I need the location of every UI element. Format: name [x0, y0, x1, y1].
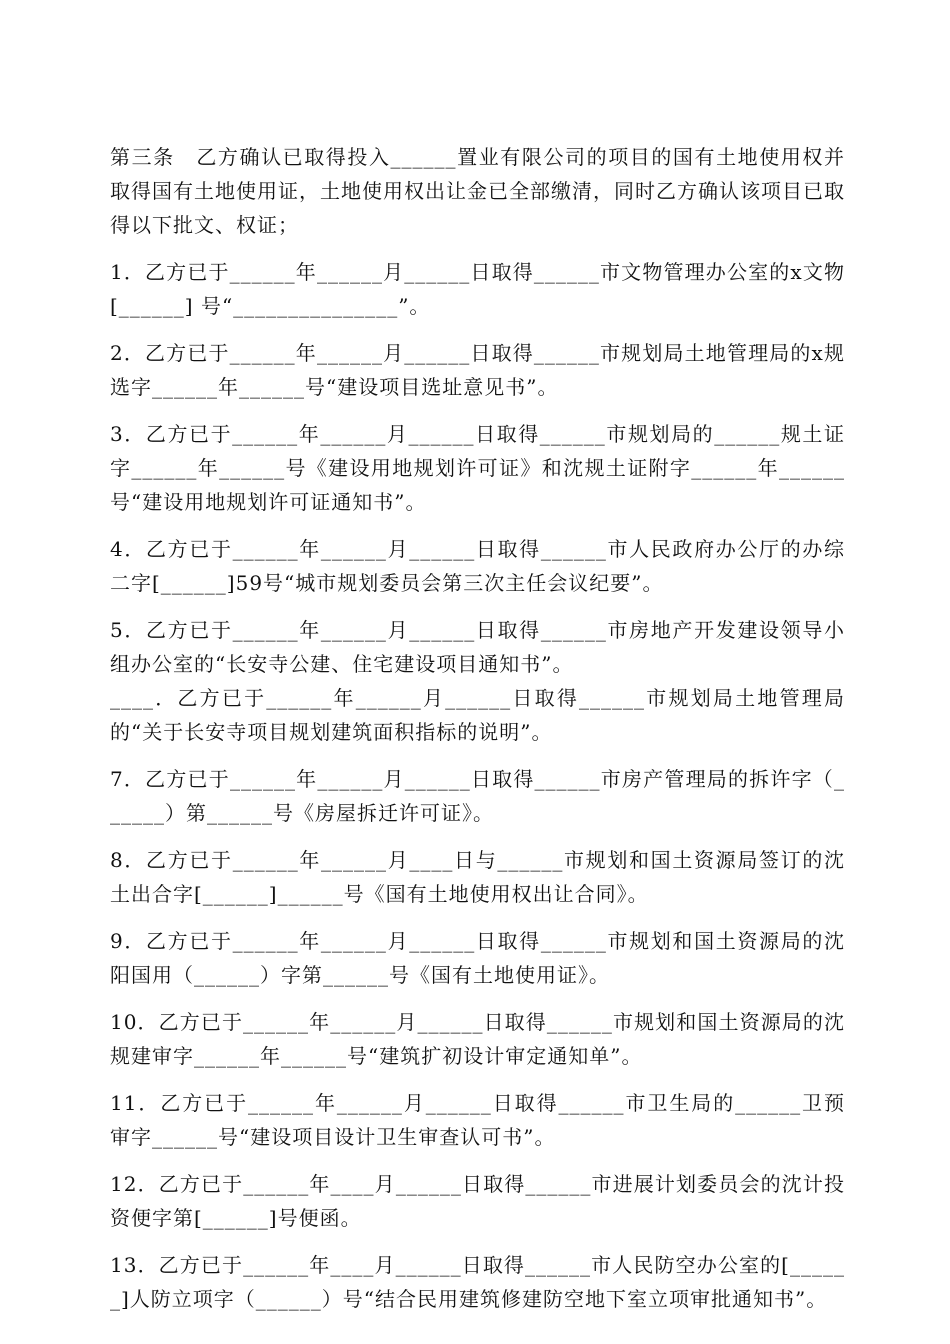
- clause-5: 5．乙方已于______年______月______日取得______市房地产开发建设领导小组办公室的“长安寺公建、住宅建设项目通知书”。: [110, 618, 845, 676]
- document-body: [110, 140, 845, 1316]
- clause-11: 11．乙方已于______年______月______日取得______市卫生局的______卫预审字______号“建设项目设计卫生审查认可书”。: [110, 1091, 845, 1149]
- clause-3: 3．乙方已于______年______月______日取得______市规划局的______规土证字______年______号《建设用地规划许可证》和沈规土证附字______年______号“建设用地规划许可证通知书”。: [110, 422, 845, 514]
- clause-2: 2．乙方已于______年______月______日取得______市规划局土地管理局的x规选字______年______号“建设项目选址意见书”。: [110, 341, 845, 399]
- article-three-intro: 第三条 乙方确认已取得投入______置业有限公司的项目的国有土地使用权并取得国有土地使用证，土地使用权出让金已全部缴清，同时乙方确认该项目已取得以下批文、权证；: [110, 145, 845, 237]
- clause-4: 4．乙方已于______年______月______日取得______市人民政府办公厅的办综二字[______]59号“城市规划委员会第三次主任会议纪要”。: [110, 537, 845, 595]
- clause-7: 7．乙方已于______年______月______日取得______市房产管理局的拆许字（______）第______号《房屋拆迁许可证》。: [110, 767, 845, 825]
- clause-10: 10．乙方已于______年______月______日取得______市规划和国土资源局的沈规建审字______年______号“建筑扩初设计审定通知单”。: [110, 1010, 845, 1068]
- clause-12: 12．乙方已于______年____月______日取得______市进展计划委员会的沈计投资便字第[______]号便函。: [110, 1172, 845, 1230]
- clause-13: 13．乙方已于______年____月______日取得______市人民防空办公室的[______]人防立项字（______）号“结合民用建筑修建防空地下室立项审批通知书”。: [110, 1253, 845, 1311]
- clause-8: 8．乙方已于______年______月____日与______市规划和国土资源局签订的沈土出合字[______]______号《国有土地使用权出让合同》。: [110, 848, 845, 906]
- clause-6: ____．乙方已于______年______月______日取得______市规划局土地管理局的“关于长安寺项目规划建筑面积指标的说明”。: [110, 686, 845, 744]
- clause-9: 9．乙方已于______年______月______日取得______市规划和国土资源局的沈阳国用（______）字第______号《国有土地使用证》。: [110, 929, 845, 987]
- clause-1: 1．乙方已于______年______月______日取得______市文物管理办公室的x文物[______] 号“_______________”。: [110, 260, 845, 318]
